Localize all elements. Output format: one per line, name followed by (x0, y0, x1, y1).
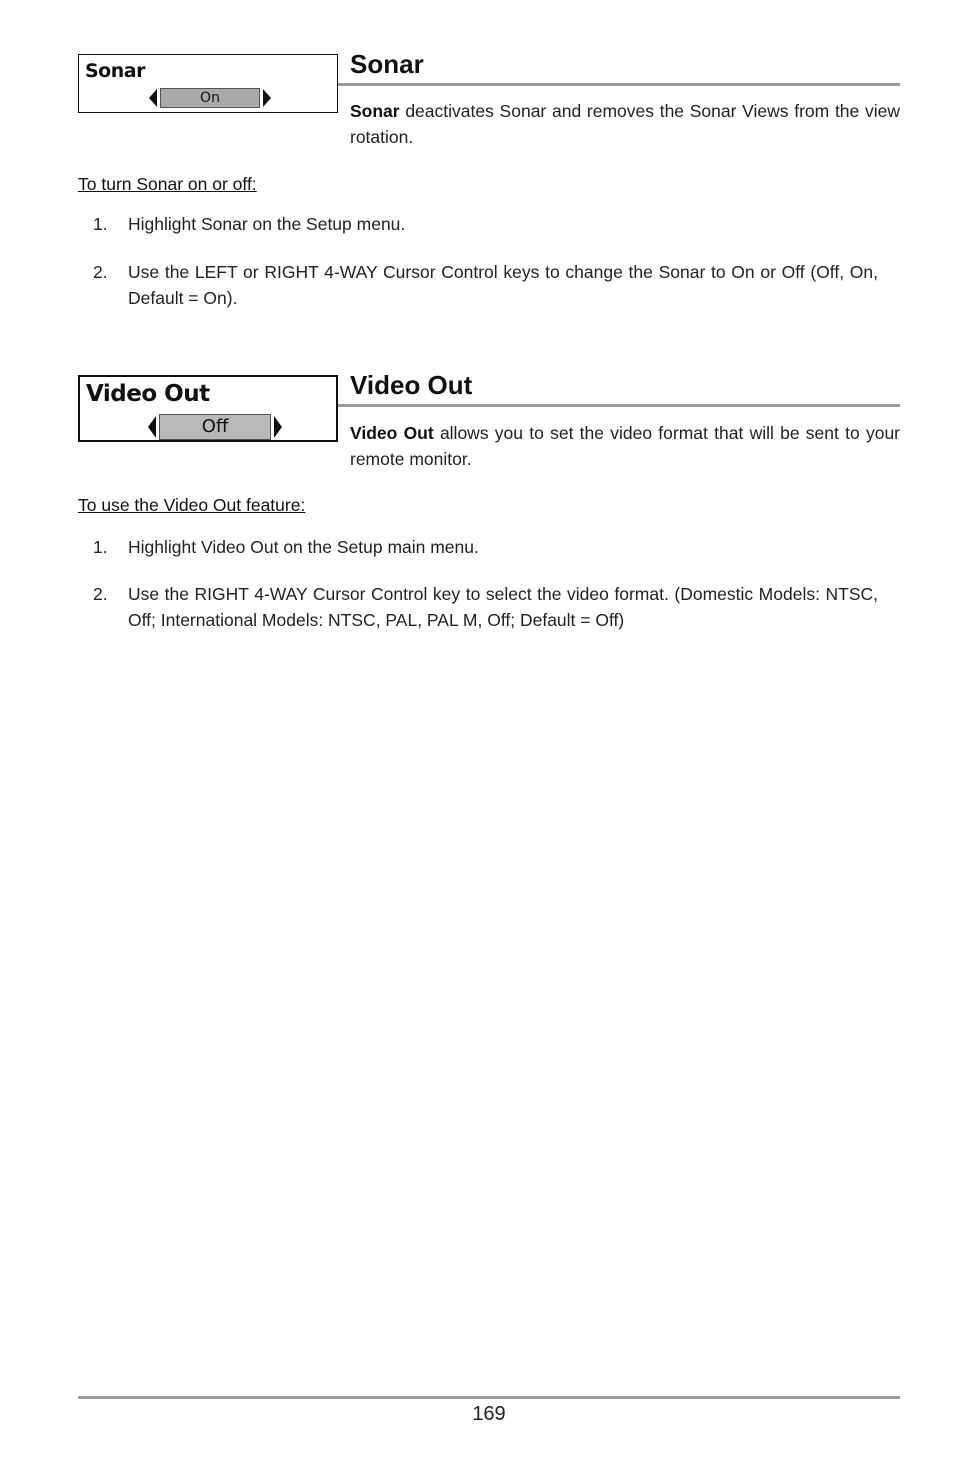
step-number: 1. (93, 214, 108, 234)
sonar-heading: Sonar (350, 49, 424, 79)
sonar-description (350, 98, 900, 150)
sonar-procedure-title: To turn Sonar on or off: (78, 174, 257, 194)
step-text: Use the LEFT or RIGHT 4-WAY Cursor Control keys to change the Sonar to On or Off (Off, On, Default = On). (128, 262, 878, 308)
step-text: Highlight Sonar on the Setup menu. (128, 214, 406, 234)
footer-rule (78, 1396, 900, 1399)
video-out-heading: Video Out (350, 370, 473, 400)
step-text: Use the RIGHT 4-WAY Cursor Control key to select the video format. (Domestic Models: NTSC, Off; International Models: NTSC, PAL, PAL M, Off; Default = Off) (128, 584, 878, 630)
left-arrow-icon[interactable] (149, 89, 157, 107)
left-arrow-icon[interactable] (148, 416, 156, 438)
sonar-description-text: deactivates Sonar and removes the Sonar Views from the view rotation. (350, 101, 900, 147)
step-text: Highlight Video Out on the Setup main menu. (128, 537, 479, 557)
sonar-menu-label: Sonar (85, 60, 145, 82)
video-out-menu-widget (78, 375, 338, 442)
video-out-heading-rule (338, 404, 900, 407)
step-number: 2. (93, 262, 108, 282)
video-out-menu-label: Video Out (86, 381, 210, 407)
page-number: 169 (472, 1403, 506, 1425)
sonar-value-selector[interactable] (149, 88, 271, 108)
video-out-value-selector[interactable] (148, 414, 282, 440)
video-out-procedure-title: To use the Video Out feature: (78, 495, 306, 515)
right-arrow-icon[interactable] (263, 89, 271, 107)
video-out-description-text: allows you to set the video format that will be sent to your remote monitor. (350, 423, 900, 469)
sonar-description-bold: Sonar (350, 101, 400, 121)
video-out-description (350, 420, 900, 472)
step-number: 2. (93, 584, 108, 604)
sonar-menu-widget (78, 54, 338, 113)
sonar-menu-value: On (160, 88, 260, 108)
step-number: 1. (93, 537, 108, 557)
video-out-description-bold: Video Out (350, 423, 434, 443)
video-out-menu-value: Off (159, 414, 271, 440)
sonar-heading-rule (338, 83, 900, 86)
right-arrow-icon[interactable] (274, 416, 282, 438)
